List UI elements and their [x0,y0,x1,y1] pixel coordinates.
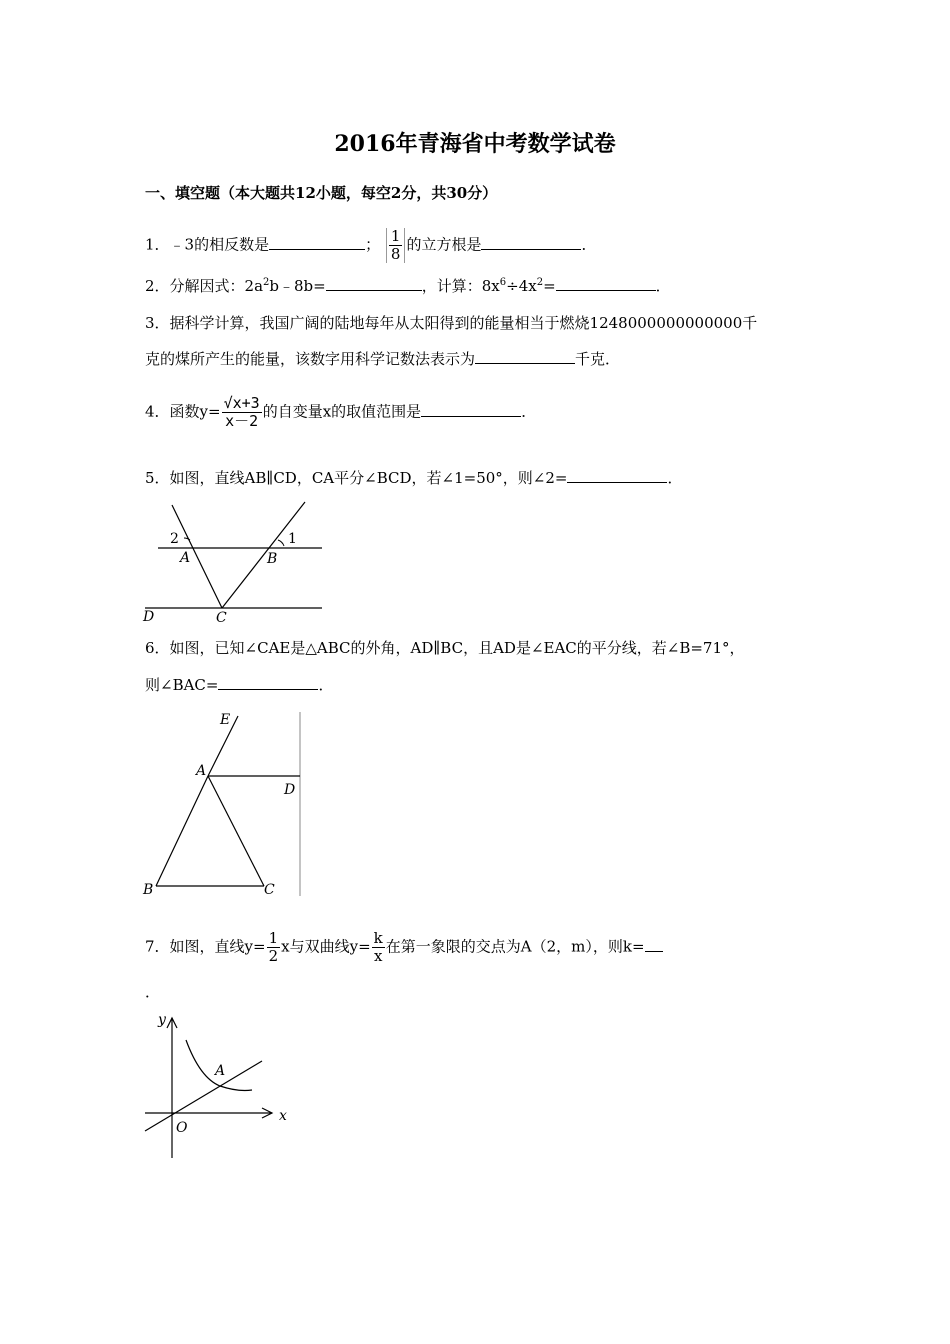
question-6-line-2 [145,675,334,695]
q4-end: ． [521,402,537,421]
q7-blank[interactable] [645,937,663,952]
side-ac [208,776,264,886]
q2-blank-2[interactable] [556,276,656,291]
q3-text-b: 千克． [575,350,621,368]
angle-2-arc [184,538,190,540]
label-angle-1: 1 [288,531,297,547]
label-angle-2: 2 [170,531,179,547]
q4-numerator: √x+3 [223,394,260,412]
question-7-line-2: ． [145,983,161,1001]
question-3-line-1: 3．据科学计算，我国广阔的陆地每年从太阳得到的能量相当于燃烧1248000000000000千 [145,314,758,332]
q7-text-a: 7．如图，直线y= [145,937,266,956]
q1-numerator: 1 [390,227,401,245]
q1-blank-1[interactable] [269,235,365,250]
question-7 [145,930,663,965]
q7-fraction-1 [267,930,281,965]
q2-exponent-3: 2 [536,277,544,288]
line-y-half-x [145,1061,262,1131]
q2-exponent-2: 6 [499,277,507,288]
label-c: C [264,882,275,898]
q1-denominator: 8 [390,245,401,263]
question-5 [145,468,682,488]
section-heading: 一、填空题（本大题共12小题，每空2分，共30分） [145,184,498,202]
side-ab [156,776,208,886]
label-a: A [215,1063,226,1079]
q1-text-b: ； [365,235,381,254]
q2-text-b: b﹣8b= [269,277,326,295]
q2-end: ． [655,277,671,295]
q5-text: 5．如图，直线AB∥CD，CA平分∠BCD，若∠1=50°，则∠2= [145,469,568,487]
question-6-line-1: 6．如图，已知∠CAE是△ABC的外角，AD∥BC，且AD是∠EAC的平分线，若∠B=71°， [145,639,745,657]
q2-text-e: = [543,277,556,295]
label-c: C [216,610,227,625]
q4-denominator: x－2 [222,412,262,430]
label-a: A [180,550,191,566]
q1-fraction [386,228,406,263]
question-2 [145,276,671,296]
q3-blank[interactable] [475,349,575,364]
question-3-line-2 [145,349,620,369]
q5-end: ． [667,469,683,487]
q2-blank-1[interactable] [326,276,422,291]
q4-text-a: 4．函数y= [145,402,221,421]
q7-denominator-2: x [372,947,385,965]
q6-text: 则∠BAC= [145,676,219,694]
q4-fraction [222,395,262,430]
q7-numerator-2: k [373,929,383,947]
q2-text-a: 2．分解因式：2a [145,277,264,295]
question-4 [145,395,536,430]
q7-denominator-1: 2 [268,947,279,965]
label-b: B [143,882,154,898]
label-y: y [158,1012,166,1028]
q6-end: ． [318,676,334,694]
q7-numerator-1: 1 [268,929,279,947]
q2-exponent-1: 2 [263,277,270,288]
figure-q7 [140,1008,300,1160]
figure-q6 [140,710,310,898]
label-b: B [267,551,278,567]
question-1 [145,228,596,263]
label-d: D [143,609,155,625]
q7-fraction-2 [372,930,385,965]
q5-blank[interactable] [567,468,667,483]
q6-blank[interactable] [218,675,318,690]
q4-text-b: 的自变量x的取值范围是 [262,402,422,421]
label-origin: O [176,1120,188,1136]
q1-blank-2[interactable] [481,235,581,250]
label-x: x [279,1108,287,1124]
q7-text-c: 在第一象限的交点为A（2，m），则k= [385,937,645,956]
q2-text-d: ÷4x [506,277,537,295]
label-d: D [284,782,296,798]
label-a: A [196,763,207,779]
q4-blank[interactable] [421,402,521,417]
line-bc [222,502,305,608]
q1-text-c: 的立方根是 [406,235,482,254]
q1-text-a: 1．﹣3的相反数是 [145,235,270,254]
q7-text-b: x与双曲线y= [281,937,371,956]
q3-text-a: 克的煤所产生的能量，该数字用科学记数法表示为 [145,350,476,368]
page-title: 2016年青海省中考数学试卷 [334,131,616,157]
angle-1-arc [278,540,284,546]
q1-end: ． [581,235,597,254]
figure-q5 [140,500,330,625]
q2-text-c: ，计算：8x [421,277,500,295]
label-e: E [220,712,231,728]
